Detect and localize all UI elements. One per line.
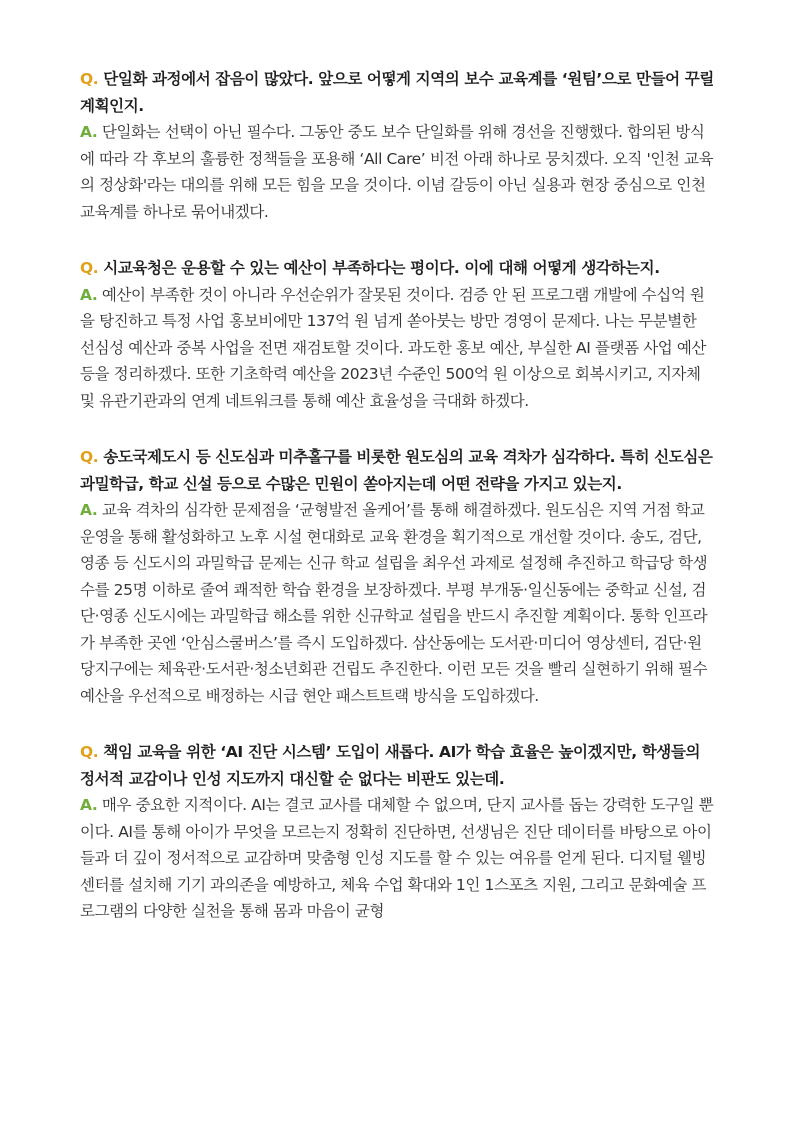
qa-block-3 bbox=[80, 444, 715, 709]
question-1 bbox=[80, 66, 715, 119]
qa-block-1 bbox=[80, 66, 715, 225]
answer-3 bbox=[80, 497, 715, 709]
question-4 bbox=[80, 739, 715, 792]
question-marker: Q. bbox=[80, 259, 99, 277]
answer-text: 교육 격차의 심각한 문제점을 ‘균형발전 올케어’를 통해 해결하겠다. 원도심은 지역 거점 학교 운영을 통해 활성화하고 노후 시설 현대화로 교육 환경을 획기적으로 개선할 것이다. 송도, 검단, 영종 등 신도시의 과밀학급 문제는 신규 학교 설립을 최우선 과제로 설정해 추진하고 학급당 학생 수를 25명 이하로 줄여 쾌적한 학습 환경을 보장하겠다. 부평 부개동·일신동에는 중학교 신설, 검단·영종 신도시에는 과밀학급 해소를 위한 신규학교 설립을 반드시 추진할 계획이다. 통학 인프라가 부족한 곳엔 ‘안심스쿨버스’를 즉시 도입하겠다. 삼산동에는 도서관·미디어 영상센터, 검단·원당지구에는 체육관·도서관·청소년회관 건립도 추진한다. 이런 모든 것을 빨리 실현하기 위해 필수 예산을 우선적으로 배정하는 시급 현안 패스트트랙 방식을 도입하겠다. bbox=[80, 501, 708, 705]
answer-marker: A. bbox=[80, 796, 98, 814]
answer-text: 단일화는 선택이 아닌 필수다. 그동안 중도 보수 단일화를 위해 경선을 진행했다. 합의된 방식에 따라 각 후보의 훌륭한 정책들을 포용해 ‘All Care’ 비전 아래 하나로 뭉치겠다. 오직 '인천 교육의 정상화'라는 대의를 위해 모든 힘을 모을 것이다. 이념 갈등이 아닌 실용과 현장 중심으로 인천 교육계를 하나로 묶어내겠다. bbox=[80, 123, 714, 221]
answer-marker: A. bbox=[80, 285, 98, 304]
question-3 bbox=[80, 444, 715, 497]
answer-text: 매우 중요한 지적이다. AI는 결코 교사를 대체할 수 없으며, 단지 교사를 돕는 강력한 도구일 뿐이다. AI를 통해 아이가 무엇을 모르는지 정확히 진단하면, 선생님은 진단 데이터를 바탕으로 아이들과 더 깊이 정서적으로 교감하며 맞춤형 인성 지도를 할 수 있는 여유를 얻게 된다. 디지털 웰빙 센터를 설치해 기기 과의존을 예방하고, 체육 수업 확대와 1인 1스포츠 지원, 그리고 문화예술 프로그램의 다양한 실천을 통해 몸과 마음이 균형 bbox=[80, 796, 714, 920]
question-2 bbox=[80, 255, 715, 282]
answer-4 bbox=[80, 792, 715, 925]
question-text: 송도국제도시 등 신도심과 미추홀구를 비롯한 원도심의 교육 격차가 심각하다. 특히 신도심은 과밀학급, 학교 신설 등으로 수많은 민원이 쏟아지는데 어떤 전략을 가지고 있는지. bbox=[80, 448, 713, 493]
answer-1 bbox=[80, 119, 715, 225]
answer-2 bbox=[80, 282, 715, 415]
question-text: 단일화 과정에서 잡음이 많았다. 앞으로 어떻게 지역의 보수 교육계를 ‘원팀’으로 만들어 꾸릴 계획인지. bbox=[80, 70, 714, 115]
qa-block-4 bbox=[80, 739, 715, 925]
question-text: 책임 교육을 위한 ‘AI 진단 시스템’ 도입이 새롭다. AI가 학습 효율은 높이겠지만, 학생들의 정서적 교감이나 인성 지도까지 대신할 순 없다는 비판도 있는데. bbox=[80, 743, 701, 788]
question-marker: Q. bbox=[80, 448, 99, 466]
qa-block-2 bbox=[80, 255, 715, 414]
answer-marker: A. bbox=[80, 501, 98, 519]
question-marker: Q. bbox=[80, 70, 99, 88]
question-marker: Q. bbox=[80, 743, 99, 761]
answer-text: 예산이 부족한 것이 아니라 우선순위가 잘못된 것이다. 검증 안 된 프로그램 개발에 수십억 원을 탕진하고 특정 사업 홍보비에만 137억 원 넘게 쏟아붓는 방만 경영이 문제다. 나는 무분별한 선심성 예산과 중복 사업을 전면 재검토할 것이다. 과도한 홍보 예산, 부실한 AI 플랫폼 사업 예산 등을 정리하겠다. 또한 기초학력 예산을 2023년 수준인 500억 원 이상으로 회복시키고, 지자체 및 유관기관과의 연계 네트워크를 통해 예산 효율성을 극대화 하겠다. bbox=[80, 285, 707, 410]
question-text: 시교육청은 운용할 수 있는 예산이 부족하다는 평이다. 이에 대해 어떻게 생각하는지. bbox=[103, 259, 660, 277]
answer-marker: A. bbox=[80, 123, 98, 141]
